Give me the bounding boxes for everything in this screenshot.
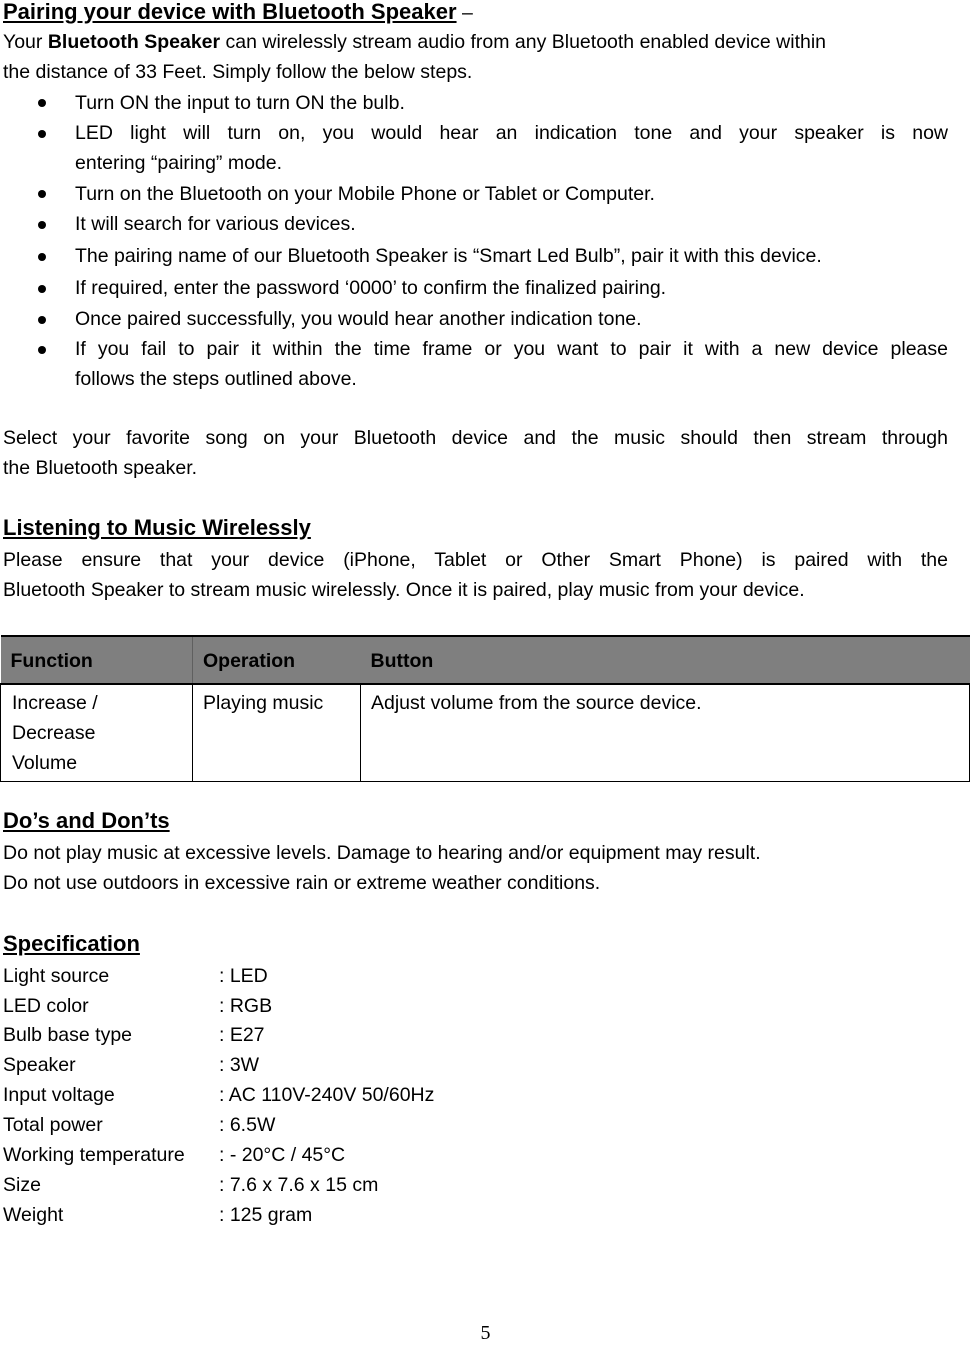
spec-label: Working temperature [3, 1144, 185, 1166]
pairing-heading-dash: – [456, 2, 473, 24]
spec-label: Total power [3, 1114, 103, 1136]
bullet-icon [38, 99, 46, 107]
bullet-icon [38, 346, 46, 354]
step-item: The pairing name of our Bluetooth Speaker is “Smart Led Bulb”, pair it with this device. [75, 245, 822, 267]
listening-heading: Listening to Music Wirelessly [3, 515, 311, 540]
function-line: Decrease [12, 722, 96, 744]
header-function: Function [1, 636, 193, 684]
bullet-icon [38, 190, 46, 198]
step-item: Turn ON the input to turn ON the bulb. [75, 92, 405, 114]
function-line: Volume [12, 752, 78, 774]
spec-label: Light source [3, 965, 110, 987]
spec-label: Input voltage [3, 1084, 115, 1106]
bullet-icon [38, 285, 46, 293]
select-song-line2: the Bluetooth speaker. [3, 457, 198, 479]
step-item: It will search for various devices. [75, 213, 356, 235]
spec-value: : LED [219, 965, 268, 987]
dos-line2: Do not use outdoors in excessive rain or extreme weather conditions. [3, 872, 601, 894]
step-item: Once paired successfully, you would hear another indication tone. [75, 308, 642, 330]
step-item: Turn on the Bluetooth on your Mobile Phone or Tablet or Computer. [75, 183, 655, 205]
intro-bold: Bluetooth Speaker [47, 31, 221, 53]
spec-label: Bulb base type [3, 1024, 133, 1046]
dos-line1: Do not play music at excessive levels. Damage to hearing and/or equipment may result. [3, 842, 761, 864]
header-button: Button [361, 636, 970, 684]
spec-value: : 125 gram [219, 1204, 313, 1226]
dos-heading: Do’s and Don’ts [3, 808, 170, 833]
page-number: 5 [480, 1322, 491, 1344]
step-item-continuation: entering “pairing” mode. [75, 152, 283, 174]
intro-prefix: Your [3, 31, 48, 53]
function-line: Increase / [12, 692, 98, 714]
spec-label: Weight [3, 1204, 64, 1226]
intro-rest: can wirelessly stream audio from any Bluetooth enabled device within [220, 31, 827, 53]
spec-value: : 3W [219, 1054, 260, 1076]
spec-heading: Specification [3, 931, 140, 956]
spec-value: : E27 [219, 1024, 265, 1046]
step-item: LED light will turn on, you would hear an indication tone and your speaker is now [75, 122, 948, 144]
bullet-icon [38, 316, 46, 324]
spec-value: : AC 110V-240V 50/60Hz [219, 1084, 435, 1106]
spec-value: : - 20°C / 45°C [219, 1144, 346, 1166]
listening-line1: Please ensure that your device (iPhone, Tablet or Other Smart Phone) is paired with the [3, 549, 948, 571]
spec-label: Speaker [3, 1054, 76, 1076]
pairing-intro-line1 [3, 27, 826, 57]
pairing-heading: Pairing your device with Bluetooth Speaker [3, 0, 457, 24]
listening-line2: Bluetooth Speaker to stream music wirelessly. Once it is paired, play music from your device. [3, 579, 805, 601]
cell-button: Adjust volume from the source device. [361, 684, 970, 782]
pairing-heading-line [3, 0, 473, 28]
spec-label: LED color [3, 995, 89, 1017]
spec-label: Size [3, 1174, 41, 1196]
cell-function [1, 684, 193, 782]
spec-value: : 7.6 x 7.6 x 15 cm [219, 1174, 379, 1196]
bullet-icon [38, 253, 46, 261]
table-header-row [1, 636, 970, 684]
spec-value: : 6.5W [219, 1114, 276, 1136]
step-item: If you fail to pair it within the time frame or you want to pair it with a new device please [75, 338, 948, 360]
step-item-continuation: follows the steps outlined above. [75, 368, 357, 390]
table-row [1, 684, 970, 782]
pairing-intro-line2: the distance of 33 Feet. Simply follow the below steps. [3, 61, 473, 83]
function-table [0, 635, 970, 782]
cell-operation: Playing music [193, 684, 361, 782]
step-item: If required, enter the password ‘0000’ to confirm the finalized pairing. [75, 277, 667, 299]
bullet-icon [38, 221, 46, 229]
select-song-line1: Select your favorite song on your Bluetooth device and the music should then stream through [3, 427, 948, 449]
spec-value: : RGB [219, 995, 273, 1017]
header-operation: Operation [193, 636, 361, 684]
bullet-icon [38, 130, 46, 138]
